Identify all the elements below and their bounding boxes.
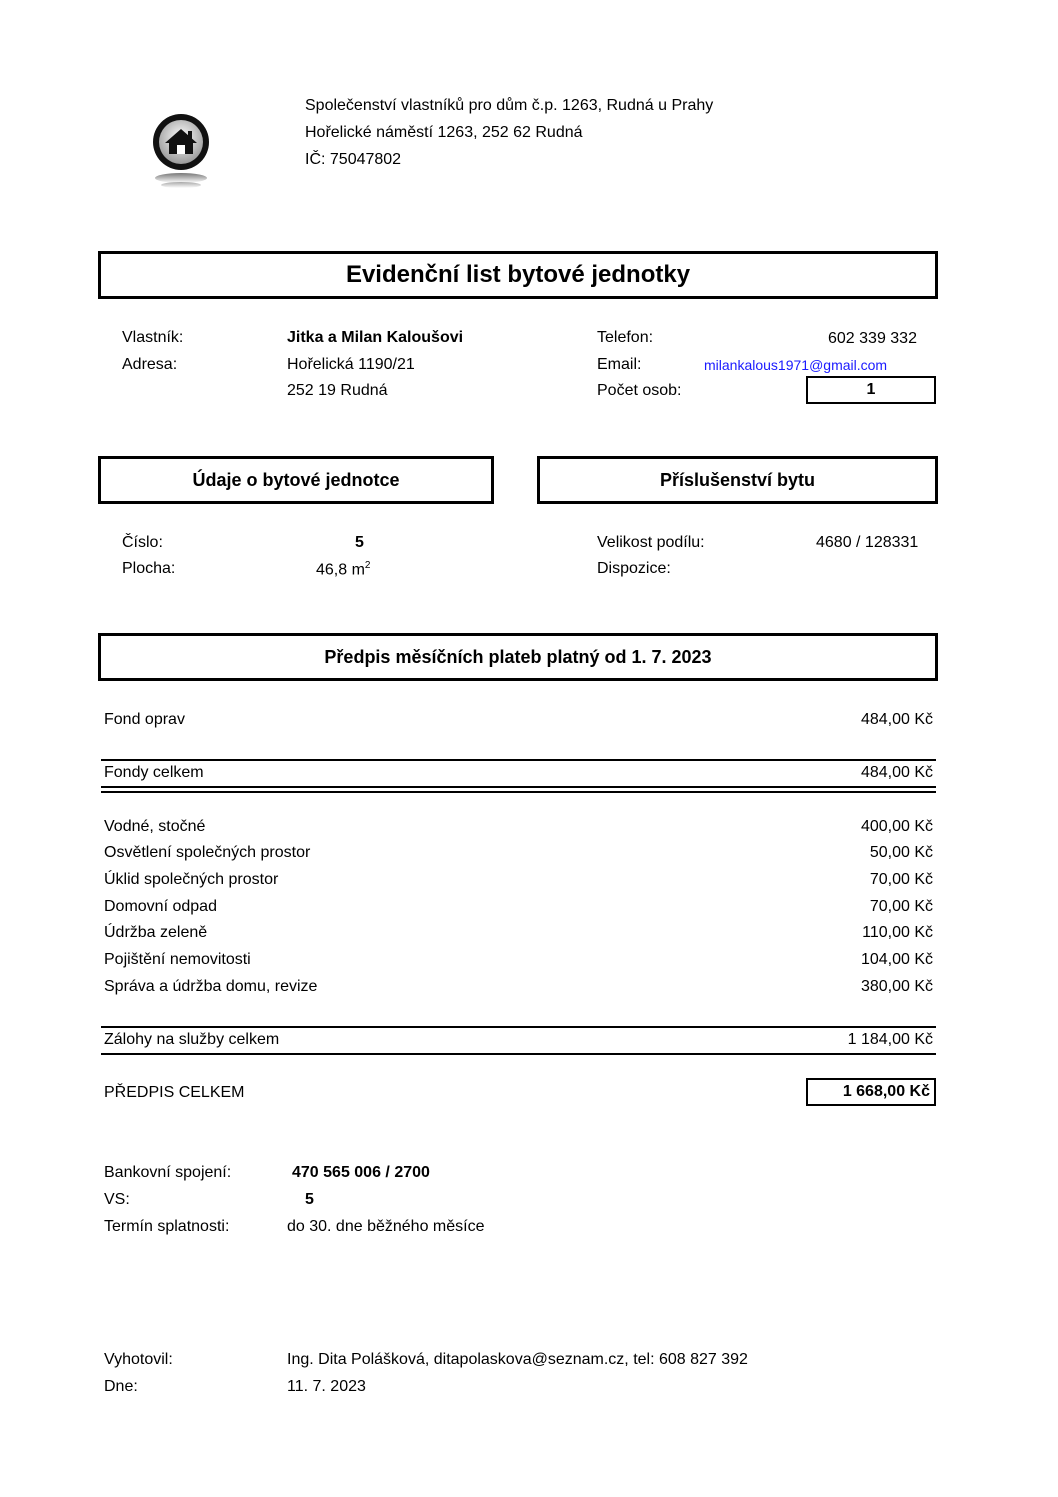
unit-area-label: Plocha: — [122, 560, 176, 577]
unit-heading: Údaje o bytové jednotce — [98, 456, 494, 504]
divider — [101, 1053, 936, 1055]
accessories-heading: Příslušenství bytu — [537, 456, 938, 504]
service-value: 50,00 Kč — [869, 844, 933, 861]
logo — [148, 112, 214, 192]
share-value: 4680 / 128331 — [816, 534, 919, 551]
fund-label: Fond oprav — [104, 711, 185, 728]
services-total-value: 1 184,00 Kč — [847, 1031, 933, 1048]
service-label: Osvětlení společných prostor — [104, 844, 311, 861]
services-total-label: Zálohy na služby celkem — [104, 1031, 280, 1048]
layout-label: Dispozice: — [597, 560, 671, 577]
grand-total-value-box: 1 668,00 Kč — [806, 1078, 936, 1106]
org-line-3: IČ: 75047802 — [305, 151, 402, 168]
unit-area-number: 46,8 m — [316, 561, 365, 579]
unit-area-value — [316, 560, 370, 579]
address-line-2: 252 19 Rudná — [287, 382, 388, 399]
phone-label: Telefon: — [597, 329, 654, 346]
service-value: 380,00 Kč — [860, 978, 933, 995]
page-title: Evidenční list bytové jednotky — [98, 251, 938, 299]
owner-label: Vlastník: — [122, 329, 184, 346]
grand-total-label: PŘEDPIS CELKEM — [104, 1084, 245, 1101]
service-label: Domovní odpad — [104, 898, 217, 915]
bank-account-value: 470 565 006 / 2700 — [292, 1164, 430, 1181]
service-value: 104,00 Kč — [860, 951, 933, 968]
address-line-1: Hořelická 1190/21 — [287, 356, 415, 373]
divider — [101, 759, 936, 761]
divider — [101, 786, 936, 788]
share-label: Velikost podílu: — [597, 534, 705, 551]
vs-value: 5 — [305, 1191, 314, 1208]
divider — [101, 1026, 936, 1028]
bank-account-label: Bankovní spojení: — [104, 1164, 232, 1181]
payments-heading: Předpis měsíčních plateb platný od 1. 7. 2023 — [98, 633, 938, 681]
vs-label: VS: — [104, 1191, 130, 1208]
address-label: Adresa: — [122, 356, 178, 373]
unit-number-label: Číslo: — [122, 534, 163, 551]
org-line-1: Společenství vlastníků pro dům č.p. 1263, Rudná u Prahy — [305, 97, 714, 114]
email-label: Email: — [597, 356, 642, 373]
service-label: Úklid společných prostor — [104, 871, 279, 888]
unit-area-sup: 2 — [364, 560, 371, 571]
author-label: Vyhotovil: — [104, 1351, 173, 1368]
due-value: do 30. dne běžného měsíce — [287, 1218, 485, 1235]
service-value: 400,00 Kč — [860, 818, 933, 835]
unit-number-value: 5 — [355, 534, 364, 551]
service-value: 70,00 Kč — [869, 871, 933, 888]
owner-value: Jitka a Milan Kaloušovi — [287, 329, 464, 346]
service-value: 70,00 Kč — [869, 898, 933, 915]
persons-label: Počet osob: — [597, 382, 682, 399]
due-label: Termín splatnosti: — [104, 1218, 230, 1235]
funds-total-value: 484,00 Kč — [860, 764, 933, 781]
org-line-2: Hořelické náměstí 1263, 252 62 Rudná — [305, 124, 583, 141]
service-label: Vodné, stočné — [104, 818, 206, 835]
persons-value-box: 1 — [806, 376, 936, 404]
date-label: Dne: — [104, 1378, 138, 1395]
service-label: Správa a údržba domu, revize — [104, 978, 318, 995]
funds-total-label: Fondy celkem — [104, 764, 204, 781]
service-label: Údržba zeleně — [104, 924, 208, 941]
divider — [101, 791, 936, 793]
author-value: Ing. Dita Polášková, ditapolaskova@seznam.cz, tel: 608 827 392 — [287, 1351, 748, 1368]
date-value: 11. 7. 2023 — [287, 1378, 366, 1395]
phone-value: 602 339 332 — [828, 330, 917, 347]
house-icon — [148, 112, 214, 192]
service-label: Pojištění nemovitosti — [104, 951, 251, 968]
fund-value: 484,00 Kč — [860, 711, 933, 728]
email-value[interactable]: milankalous1971@gmail.com — [704, 357, 888, 373]
service-value: 110,00 Kč — [862, 924, 933, 941]
